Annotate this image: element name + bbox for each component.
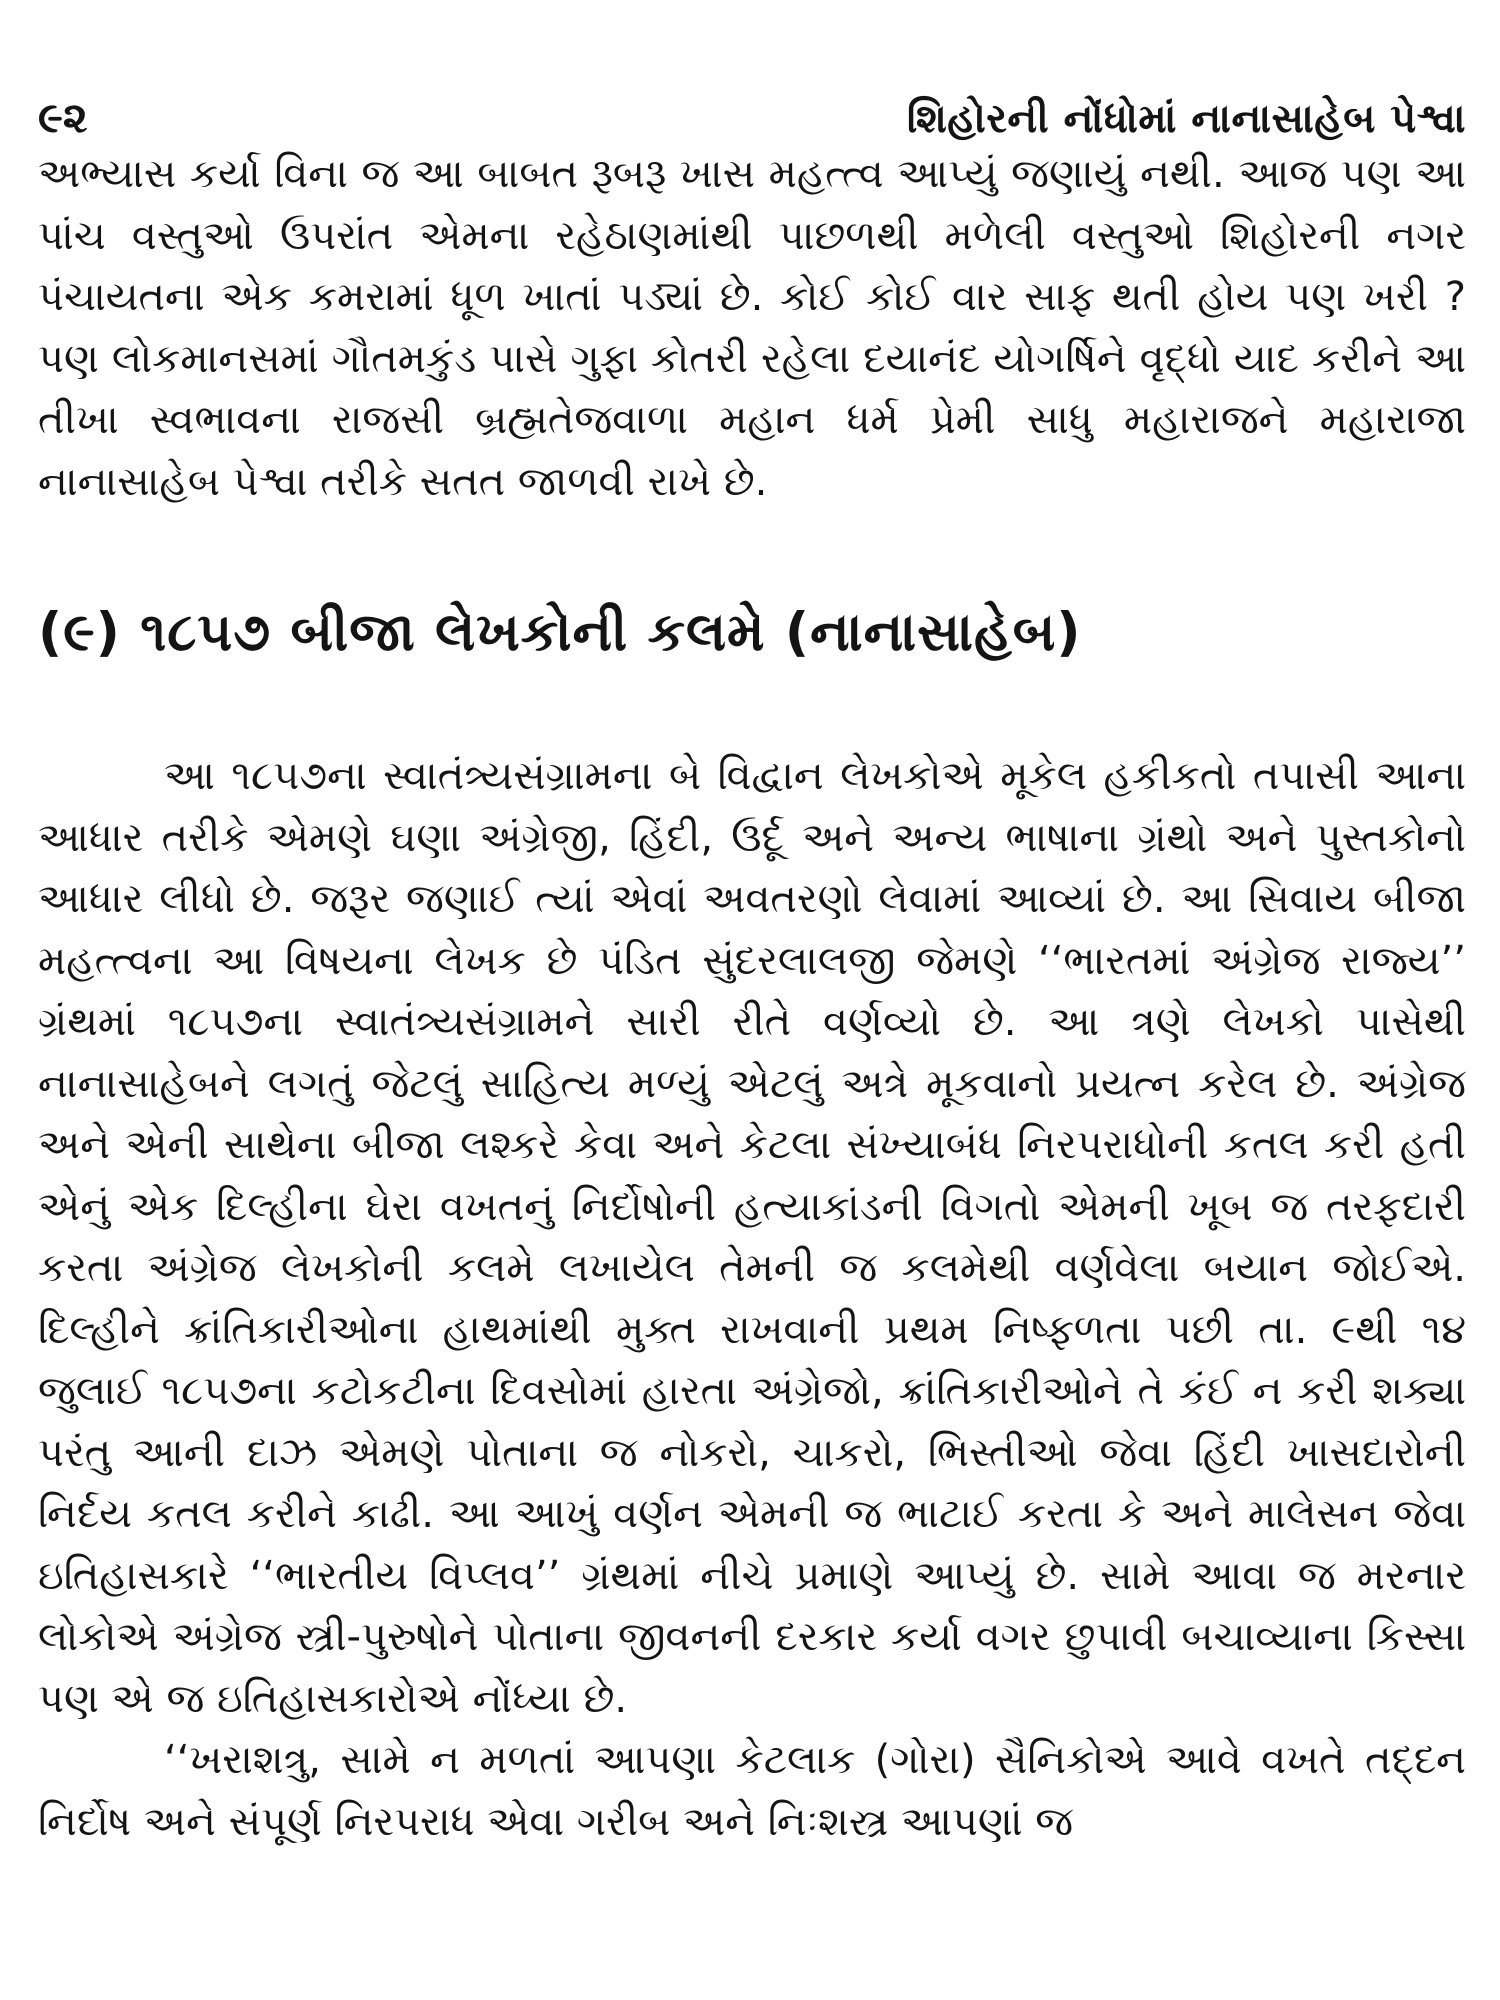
running-header — [38, 92, 1466, 144]
book-page — [38, 92, 1466, 1853]
paragraph-continued: અભ્યાસ કર્યા વિના જ આ બાબત રૂબરૂ ખાસ મહત્ત્વ આપ્યું જણાયું નથી. આજ પણ આ પાંચ વસ્તુઓ ઉપરાંત એમના રહેઠાણમાંથી પાછળથી મળેલી વસ્તુઓ શિહોરની નગર પંચાયતના એક કમરામાં ધૂળ ખાતાં પડ્યાં છે. કોઈ કોઈ વાર સાફ થતી હોય પણ ખરી ? પણ લોકમાનસમાં ગૌતમકુંડ પાસે ગુફા કોતરી રહેલા દયાનંદ યોગર્ષિને વૃદ્ધો યાદ કરીને આ તીખા સ્વભાવના રાજસી બ્રહ્મતેજવાળા મહાન ધર્મ પ્રેમી સાધુ મહારાજને મહારાજા નાનાસાહેબ પેશ્વા તરીકે સતત જાળવી રાખે છે. — [38, 151, 1466, 505]
section-paragraph: આ ૧૮૫૭ના સ્વાતંત્ર્યસંગ્રામના બે વિદ્વાન લેખકોએ મૂકેલ હકીકતો તપાસી આના આધાર તરીકે એમણે ઘણા અંગ્રેજી, હિંદી, ઉર્દૂ અને અન્ય ભાષાના ગ્રંથો અને પુસ્તકોનો આધાર લીધો છે. જરૂર જણાઈ ત્યાં એવાં અવતરણો લેવામાં આવ્યાં છે. આ સિવાય બીજા મહત્ત્વના આ વિષયના લેખક છે પંડિત સુંદરલાલજી જેમણે ‘‘ભારતમાં અંગ્રેજ રાજ્ય’’ ગ્રંથમાં ૧૮૫૭ના સ્વાતંત્ર્યસંગ્રામને સારી રીતે વર્ણવ્યો છે. આ ત્રણે લેખકો પાસેથી નાનાસાહેબને લગતું જેટલું સાહિત્ય મળ્યું એટલું અત્રે મૂકવાનો પ્રયત્ન કરેલ છે. અંગ્રેજ અને એની સાથેના બીજા લશ્કરે કેવા અને કેટલા સંખ્યાબંધ નિરપરાધોની કતલ કરી હતી એનું એક દિલ્હીના ઘેરા વખતનું નિર્દોષોની હત્યાકાંડની વિગતો એમની ખૂબ જ તરફદારી કરતા અંગ્રેજ લેખકોની કલમે લખાયેલ તેમની જ કલમેથી વર્ણવેલા બયાન જોઈએ. દિલ્હીને ક્રાંતિકારીઓના હાથમાંથી મુક્ત રાખવાની પ્રથમ નિષ્ફળતા પછી તા. ૯થી ૧૪ જુલાઈ ૧૮૫૭ના કટોકટીના દિવસોમાં હારતા અંગ્રેજો, ક્રાંતિકારીઓને તે કંઈ ન કરી શક્યા પરંતુ આની દાઝ એમણે પોતાના જ નોકરો, ચાકરો, ભિસ્તીઓ જેવા હિંદી ખાસદારોની નિર્દય કતલ કરીને કાઢી. આ આખું વર્ણન એમની જ ભાટાઈ કરતા કે અને માલેસન જેવા ઇતિહાસકારે ‘‘ભારતીય વિપ્લવ’’ ગ્રંથમાં નીચે પ્રમાણે આપ્યું છે. સામે આવા જ મરનાર લોકોએ અંગ્રેજ સ્ત્રી-પુરુષોને પોતાના જીવનની દરકાર કર્યા વગર છુપાવી બચાવ્યાના કિસ્સા પણ એ જ ઇતિહાસકારોએ નોંધ્યા છે. — [38, 753, 1466, 1722]
section-heading: (૯) ૧૮૫૭ બીજા લેખકોની કલમે (નાનાસાહેબ) — [38, 602, 1082, 663]
page-number: ૯૨ — [38, 93, 88, 142]
running-title: શિહોરની નોંધોમાં નાનાસાહેબ પેશ્વા — [906, 96, 1466, 142]
quoted-paragraph: ‘‘ખરાશત્રુ, સામે ન મળતાં આપણા કેટલાક (ગોરા) સૈનિકોએ આવે વખતે તદ્દન નિર્દોષ અને સંપૂર્ણ નિરપરાધ એવા ગરીબ અને નિઃશસ્ત્ર આપણાં જ — [38, 1737, 1466, 1845]
